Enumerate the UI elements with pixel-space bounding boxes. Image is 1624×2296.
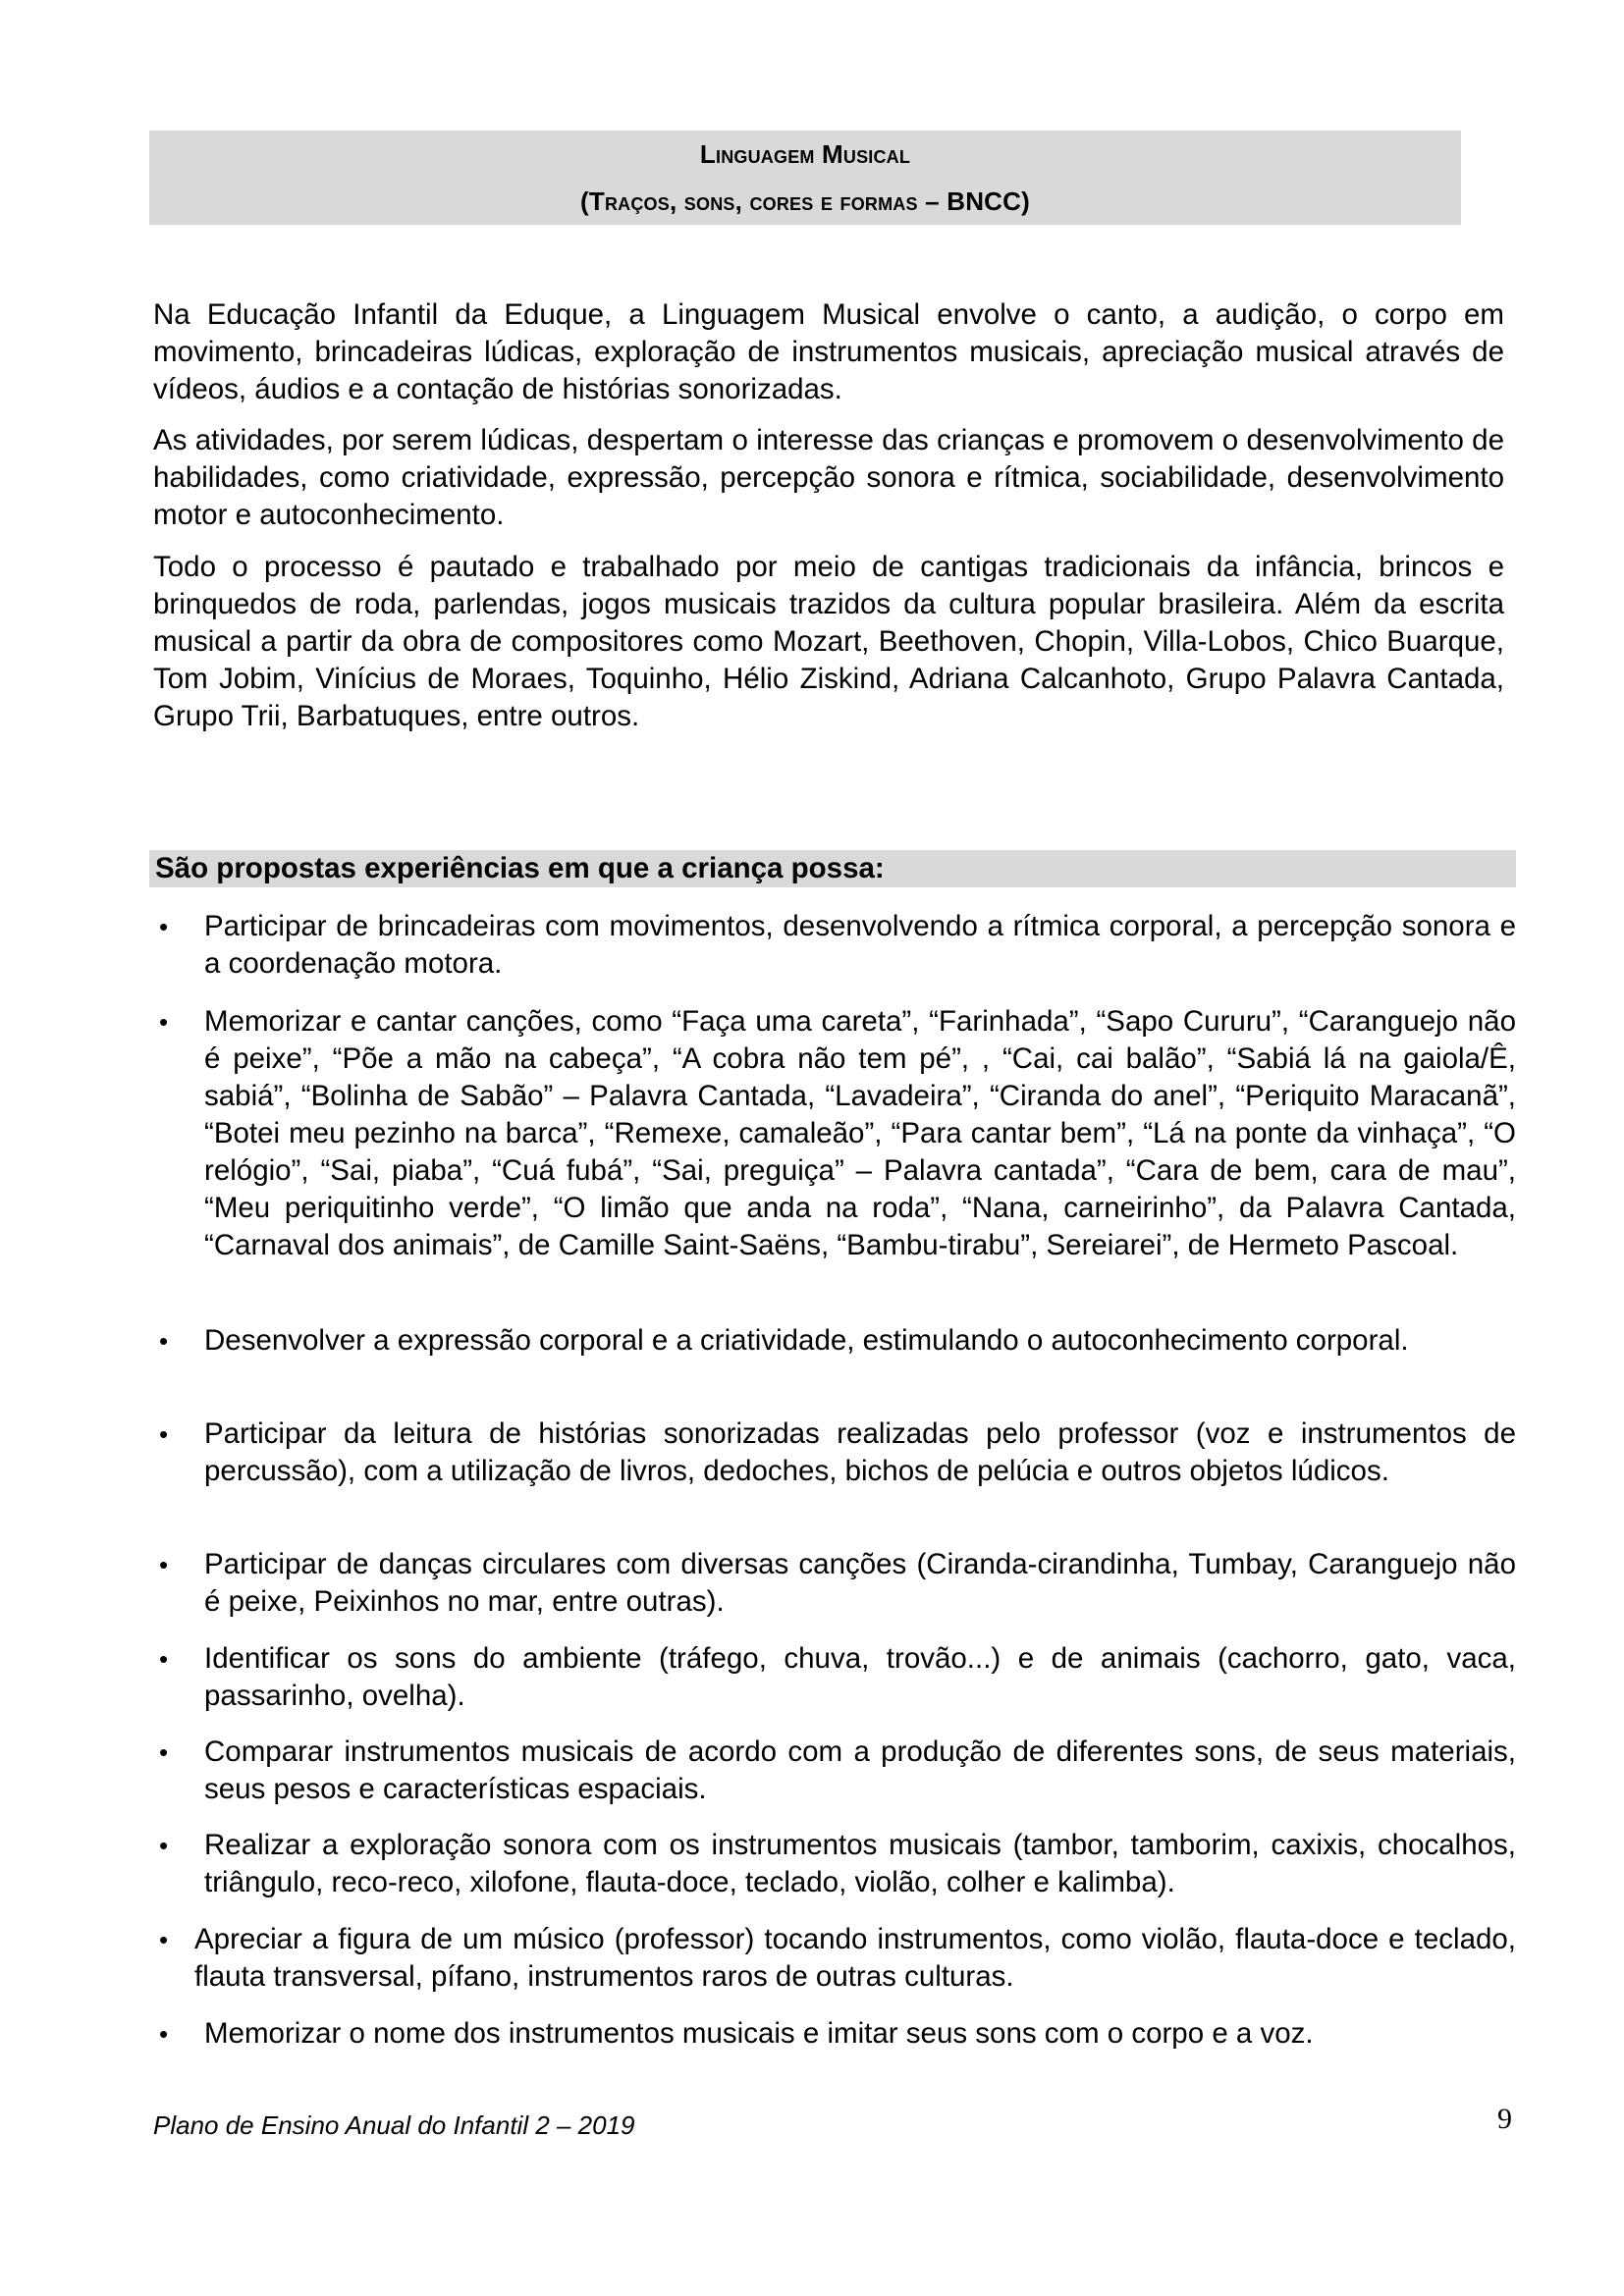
bullet-icon: •	[159, 2019, 169, 2049]
list-item-text: Comparar instrumentos musicais de acordo com a produção de diferentes sons, de seus materiais, seus pesos e características espaciais.	[204, 1735, 1516, 1805]
list-item-text: Apreciar a figura de um músico (professor) tocando instrumentos, como violão, flauta-doce e teclado, flauta transversal, pífano, instrumentos raros de outras culturas.	[194, 1923, 1516, 1993]
paragraph-activities: As atividades, por serem lúdicas, despertam o interesse das crianças e promovem o desenvolvimento de habilidades, como criatividade, expressão, percepção sonora e rítmica, sociabilidade, desenvolvimento motor e autoconhecimento.	[153, 424, 1504, 531]
list-item-text: Desenvolver a expressão corporal e a criatividade, estimulando o autoconhecimento corporal.	[204, 1324, 1409, 1357]
list-item	[153, 1546, 1516, 1621]
list-item	[153, 1827, 1516, 1901]
bullet-icon: •	[159, 1550, 169, 1579]
bullet-icon: •	[159, 1419, 169, 1449]
list-item-text: Memorizar o nome dos instrumentos musicais e imitar seus sons com o corpo e a voz.	[204, 2017, 1314, 2050]
bullet-icon: •	[159, 1007, 169, 1037]
list-item	[153, 908, 1516, 983]
list-item-text: Participar de danças circulares com diversas canções (Ciranda-cirandinha, Tumbay, Caranguejo não é peixe, Peixinhos no mar, entre outras).	[204, 1548, 1516, 1618]
list-item-text: Realizar a exploração sonora com os instrumentos musicais (tambor, tamborim, caxixis, chocalhos, triângulo, reco-reco, xilofone, flauta-doce, teclado, violão, colher e kalimba).	[204, 1829, 1516, 1898]
list-item-text: Memorizar e cantar canções, como “Faça uma careta”, “Farinhada”, “Sapo Cururu”, “Caranguejo não é peixe”, “Põe a mão na cabeça”, “A cobra não tem pé”, , “Cai, cai balão”, “Sabiá lá na gaiola/Ê, sabiá”, “Bolinha de Sabão” – Palavra Cantada, “Lavadeira”, “Ciranda do anel”, “Periquito Maracanã”, “Botei meu pezinho na barca”, “Remexe, camaleão”, “Para cantar bem”, “Lá na ponte da vinhaça”, “O relógio”, “Sai, piaba”, “Cuá fubá”, “Sai, preguiça” – Palavra cantada”, “Cara de bem, cara de mau”, “Meu periquitinho verde”, “O limão que anda na roda”, “Nana, carneirinho”, da Palavra Cantada, “Carnaval dos animais”, de Camille Saint-Saëns, “Bambu-tirabu”, Sereiarei”, de Hermeto Pascoal.	[204, 1005, 1516, 1261]
list-item	[153, 1921, 1516, 1996]
bullet-icon: •	[159, 1925, 169, 1954]
list-item	[153, 1003, 1516, 1264]
header-subtitle-smallcaps: Traços, sons, cores e formas –	[588, 187, 947, 216]
footer-document-title: Plano de Ensino Anual do Infantil 2 – 2019	[153, 2110, 635, 2140]
paragraph-intro: Na Educação Infantil da Eduque, a Linguagem Musical envolve o canto, a audição, o corpo em movimento, brincadeiras lúdicas, exploração de instrumentos musicais, apreciação musical através de vídeos, áudios e a contação de histórias sonorizadas.	[153, 298, 1504, 405]
header-title-text: Linguagem Musical	[699, 139, 911, 169]
header-title	[149, 131, 1461, 178]
bullet-icon: •	[159, 1326, 169, 1356]
header-subtitle-tail: BNCC)	[947, 187, 1030, 216]
header-subtitle-open: (	[580, 187, 589, 216]
list-item-text: Identificar os sons do ambiente (tráfego, chuva, trovão...) e de animais (cachorro, gato, vaca, passarinho, ovelha).	[204, 1642, 1516, 1712]
list-item	[153, 1322, 1516, 1360]
list-item	[153, 2015, 1516, 2053]
bullet-icon: •	[159, 1737, 169, 1767]
page-number: 9	[1497, 2103, 1512, 2135]
header-subtitle	[149, 178, 1461, 225]
section-header	[149, 131, 1461, 225]
paragraph-process: Todo o processo é pautado e trabalhado por meio de cantigas tradicionais da infância, brincos e brinquedos de roda, parlendas, jogos musicais trazidos da cultura popular brasileira. Além da escrita musical a partir da obra de compositores como Mozart, Beethoven, Chopin, Villa-Lobos, Chico Buarque, Tom Jobim, Vinícius de Moraes, Toquinho, Hélio Ziskind, Adriana Calcanhoto, Grupo Palavra Cantada, Grupo Trii, Barbatuques, entre outros.	[153, 551, 1504, 732]
bullet-icon: •	[159, 1644, 169, 1674]
list-item	[153, 1415, 1516, 1490]
list-item-text: Participar de brincadeiras com movimentos, desenvolvendo a rítmica corporal, a percepção sonora e a coordenação motora.	[204, 910, 1516, 980]
list-item-text: Participar da leitura de histórias sonorizadas realizadas pelo professor (voz e instrumentos de percussão), com a utilização de livros, dedoches, bichos de pelúcia e outros objetos lúdicos.	[204, 1417, 1516, 1487]
bullet-icon: •	[159, 1831, 169, 1860]
list-item	[153, 1640, 1516, 1715]
bullet-icon: •	[159, 912, 169, 941]
list-item	[153, 1734, 1516, 1808]
experiences-heading: São propostas experiências em que a criança possa:	[149, 850, 1516, 887]
